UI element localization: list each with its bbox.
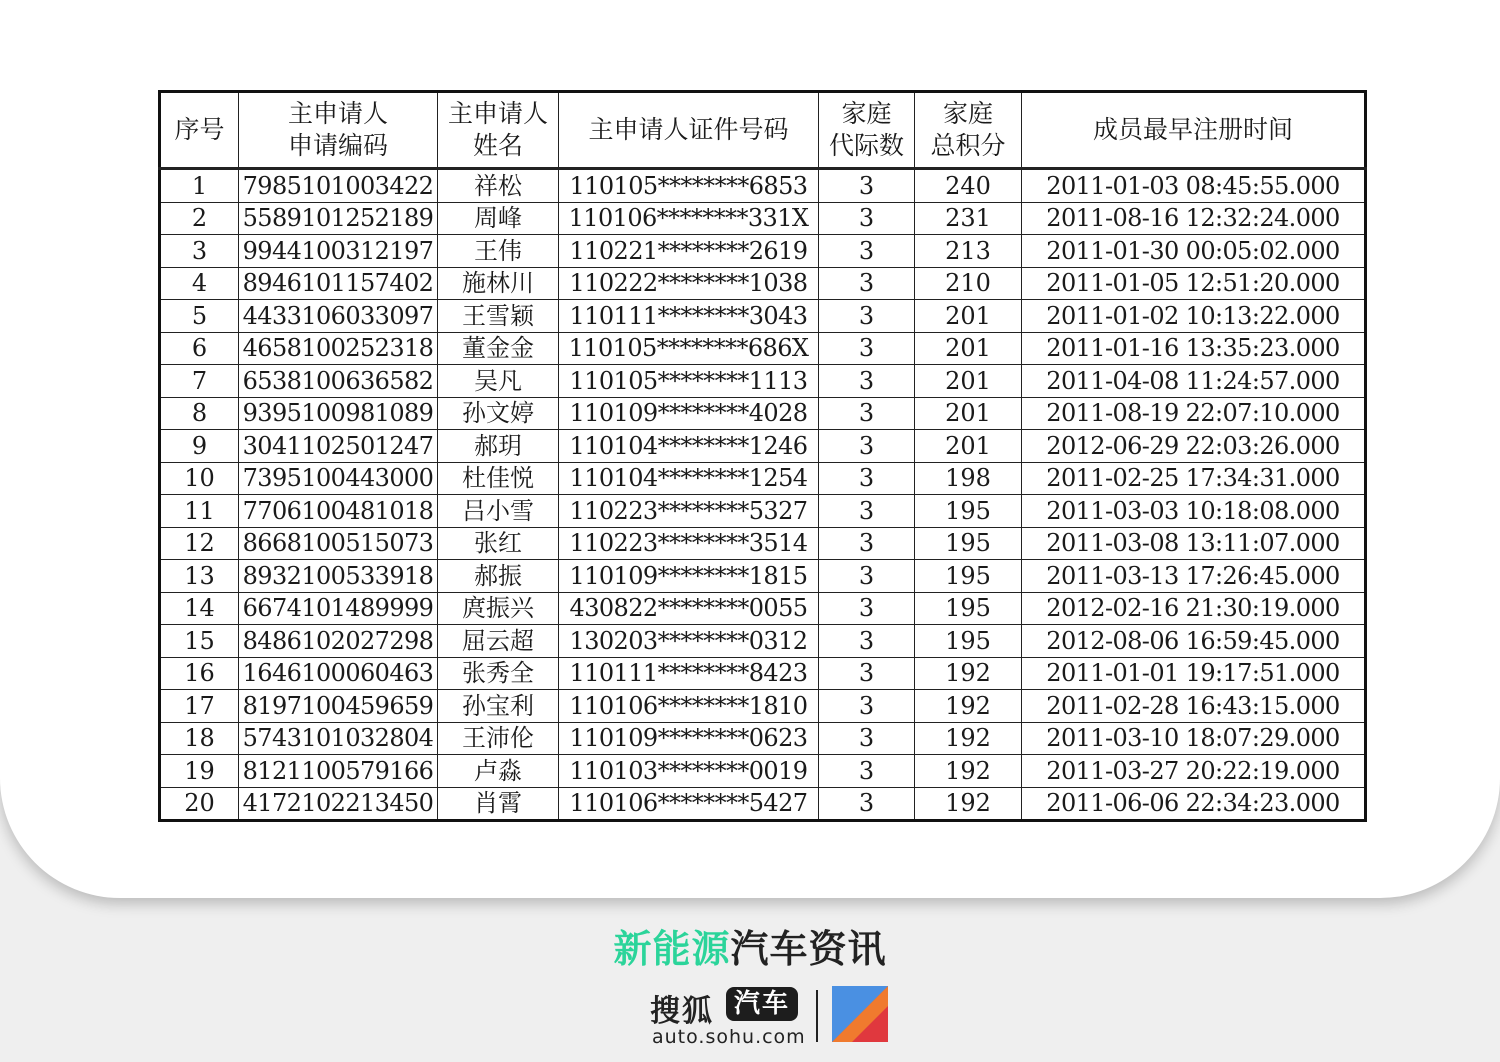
cell-earliest-registration: 2012-02-16 21:30:19.000 xyxy=(1022,592,1366,625)
cell-total-score: 201 xyxy=(915,397,1022,430)
cell-generations: 3 xyxy=(819,560,915,593)
header-earliest-registration: 成员最早注册时间 xyxy=(1022,92,1366,169)
cell-index: 15 xyxy=(160,625,239,658)
cell-id-number: 110106********5427 xyxy=(559,787,819,821)
table-row xyxy=(160,397,1366,430)
table-row xyxy=(160,625,1366,658)
cell-application-code: 6538100636582 xyxy=(239,365,438,398)
table-row xyxy=(160,722,1366,755)
cell-generations: 3 xyxy=(819,527,915,560)
cell-total-score: 213 xyxy=(915,235,1022,268)
cell-applicant-name: 吴凡 xyxy=(438,365,559,398)
cell-index: 3 xyxy=(160,235,239,268)
cell-index: 5 xyxy=(160,300,239,333)
table-row xyxy=(160,592,1366,625)
cell-generations: 3 xyxy=(819,267,915,300)
cell-application-code: 8668100515073 xyxy=(239,527,438,560)
cell-applicant-name: 张红 xyxy=(438,527,559,560)
header-application-code: 主申请人 申请编码 xyxy=(239,92,438,169)
cell-id-number: 110106********331X xyxy=(559,202,819,235)
cell-earliest-registration: 2012-08-06 16:59:45.000 xyxy=(1022,625,1366,658)
cell-total-score: 192 xyxy=(915,787,1022,821)
table-row xyxy=(160,365,1366,398)
cell-generations: 3 xyxy=(819,169,915,203)
cell-index: 9 xyxy=(160,430,239,463)
cell-application-code: 7395100443000 xyxy=(239,462,438,495)
cell-generations: 3 xyxy=(819,657,915,690)
cell-id-number: 110109********1815 xyxy=(559,560,819,593)
cell-id-number: 110105********6853 xyxy=(559,169,819,203)
cell-generations: 3 xyxy=(819,787,915,821)
cell-id-number: 110109********0623 xyxy=(559,722,819,755)
cell-application-code: 8932100533918 xyxy=(239,560,438,593)
cell-application-code: 9395100981089 xyxy=(239,397,438,430)
cell-generations: 3 xyxy=(819,365,915,398)
cell-application-code: 3041102501247 xyxy=(239,430,438,463)
cell-earliest-registration: 2011-03-10 18:07:29.000 xyxy=(1022,722,1366,755)
cell-earliest-registration: 2011-04-08 11:24:57.000 xyxy=(1022,365,1366,398)
cell-id-number: 430822********0055 xyxy=(559,592,819,625)
cell-id-number: 110222********1038 xyxy=(559,267,819,300)
table-row xyxy=(160,267,1366,300)
cell-id-number: 110223********3514 xyxy=(559,527,819,560)
cell-earliest-registration: 2011-01-16 13:35:23.000 xyxy=(1022,332,1366,365)
cell-index: 12 xyxy=(160,527,239,560)
cell-id-number: 110105********1113 xyxy=(559,365,819,398)
cell-id-number: 110103********0019 xyxy=(559,755,819,788)
cell-index: 14 xyxy=(160,592,239,625)
cell-application-code: 8121100579166 xyxy=(239,755,438,788)
footer-title-dark: 汽车资讯 xyxy=(730,927,887,971)
cell-index: 16 xyxy=(160,657,239,690)
header-total-score: 家庭 总积分 xyxy=(915,92,1022,169)
table-row xyxy=(160,202,1366,235)
cell-index: 1 xyxy=(160,169,239,203)
table-row xyxy=(160,495,1366,528)
cell-applicant-name: 肖霄 xyxy=(438,787,559,821)
cell-total-score: 195 xyxy=(915,625,1022,658)
cell-generations: 3 xyxy=(819,495,915,528)
cell-id-number: 110109********4028 xyxy=(559,397,819,430)
cell-application-code: 9944100312197 xyxy=(239,235,438,268)
cell-applicant-name: 王雪颖 xyxy=(438,300,559,333)
cell-index: 10 xyxy=(160,462,239,495)
cell-applicant-name: 施林川 xyxy=(438,267,559,300)
cell-total-score: 210 xyxy=(915,267,1022,300)
brand-name: 搜狐 xyxy=(650,994,714,1029)
cell-earliest-registration: 2011-01-30 00:05:02.000 xyxy=(1022,235,1366,268)
cell-total-score: 198 xyxy=(915,462,1022,495)
cell-total-score: 201 xyxy=(915,332,1022,365)
header-applicant-name: 主申请人 姓名 xyxy=(438,92,559,169)
cell-index: 2 xyxy=(160,202,239,235)
cell-applicant-name: 董金金 xyxy=(438,332,559,365)
table-row xyxy=(160,787,1366,821)
cell-application-code: 5743101032804 xyxy=(239,722,438,755)
cell-applicant-name: 杜佳悦 xyxy=(438,462,559,495)
table-body xyxy=(160,169,1366,821)
header-index: 序号 xyxy=(160,92,239,169)
footer-title-green: 新能源 xyxy=(613,927,731,971)
cell-total-score: 201 xyxy=(915,430,1022,463)
cell-generations: 3 xyxy=(819,625,915,658)
cell-applicant-name: 孙宝利 xyxy=(438,690,559,723)
brand-url: auto.sohu.com xyxy=(652,1026,806,1048)
table-row xyxy=(160,430,1366,463)
cell-earliest-registration: 2011-08-19 22:07:10.000 xyxy=(1022,397,1366,430)
cell-earliest-registration: 2011-08-16 12:32:24.000 xyxy=(1022,202,1366,235)
cell-application-code: 8197100459659 xyxy=(239,690,438,723)
cell-total-score: 201 xyxy=(915,365,1022,398)
header-generations: 家庭 代际数 xyxy=(819,92,915,169)
cell-id-number: 110105********686X xyxy=(559,332,819,365)
cell-generations: 3 xyxy=(819,430,915,463)
cell-earliest-registration: 2011-03-03 10:18:08.000 xyxy=(1022,495,1366,528)
cell-index: 11 xyxy=(160,495,239,528)
cell-applicant-name: 郝振 xyxy=(438,560,559,593)
cell-index: 13 xyxy=(160,560,239,593)
cell-application-code: 8486102027298 xyxy=(239,625,438,658)
cell-application-code: 5589101252189 xyxy=(239,202,438,235)
table-row xyxy=(160,527,1366,560)
cell-total-score: 231 xyxy=(915,202,1022,235)
cell-application-code: 4433106033097 xyxy=(239,300,438,333)
cell-application-code: 8946101157402 xyxy=(239,267,438,300)
cell-applicant-name: 王沛伦 xyxy=(438,722,559,755)
cell-total-score: 195 xyxy=(915,560,1022,593)
cell-total-score: 195 xyxy=(915,495,1022,528)
cell-applicant-name: 屈云超 xyxy=(438,625,559,658)
cell-earliest-registration: 2011-01-01 19:17:51.000 xyxy=(1022,657,1366,690)
cell-total-score: 195 xyxy=(915,592,1022,625)
cell-application-code: 7985101003422 xyxy=(239,169,438,203)
cell-total-score: 192 xyxy=(915,755,1022,788)
cell-applicant-name: 张秀全 xyxy=(438,657,559,690)
table-header-row xyxy=(160,92,1366,169)
cell-id-number: 110111********3043 xyxy=(559,300,819,333)
cell-application-code: 1646100060463 xyxy=(239,657,438,690)
cell-earliest-registration: 2011-06-06 22:34:23.000 xyxy=(1022,787,1366,821)
brand-divider xyxy=(816,990,818,1042)
cell-total-score: 192 xyxy=(915,690,1022,723)
cell-applicant-name: 郝玥 xyxy=(438,430,559,463)
cell-generations: 3 xyxy=(819,755,915,788)
cell-index: 8 xyxy=(160,397,239,430)
cell-id-number: 110104********1246 xyxy=(559,430,819,463)
cell-total-score: 201 xyxy=(915,300,1022,333)
header-id-number: 主申请人证件号码 xyxy=(559,92,819,169)
table-row xyxy=(160,755,1366,788)
cell-earliest-registration: 2012-06-29 22:03:26.000 xyxy=(1022,430,1366,463)
cell-total-score: 192 xyxy=(915,722,1022,755)
cell-earliest-registration: 2011-03-08 13:11:07.000 xyxy=(1022,527,1366,560)
ranking-table xyxy=(158,90,1367,822)
cell-earliest-registration: 2011-03-13 17:26:45.000 xyxy=(1022,560,1366,593)
cell-id-number: 130203********0312 xyxy=(559,625,819,658)
cell-applicant-name: 孙文婷 xyxy=(438,397,559,430)
table-row xyxy=(160,169,1366,203)
cell-generations: 3 xyxy=(819,235,915,268)
cell-generations: 3 xyxy=(819,690,915,723)
cell-index: 18 xyxy=(160,722,239,755)
cell-earliest-registration: 2011-01-02 10:13:22.000 xyxy=(1022,300,1366,333)
cell-generations: 3 xyxy=(819,300,915,333)
cell-total-score: 240 xyxy=(915,169,1022,203)
cell-id-number: 110104********1254 xyxy=(559,462,819,495)
cell-earliest-registration: 2011-01-05 12:51:20.000 xyxy=(1022,267,1366,300)
cell-index: 7 xyxy=(160,365,239,398)
cell-application-code: 7706100481018 xyxy=(239,495,438,528)
cell-applicant-name: 周峰 xyxy=(438,202,559,235)
cell-index: 20 xyxy=(160,787,239,821)
footer-title xyxy=(0,918,1500,973)
cell-total-score: 195 xyxy=(915,527,1022,560)
table-row xyxy=(160,690,1366,723)
cell-applicant-name: 卢淼 xyxy=(438,755,559,788)
cell-earliest-registration: 2011-01-03 08:45:55.000 xyxy=(1022,169,1366,203)
cell-generations: 3 xyxy=(819,592,915,625)
sohu-auto-brand xyxy=(650,984,910,1048)
cell-id-number: 110106********1810 xyxy=(559,690,819,723)
cell-generations: 3 xyxy=(819,462,915,495)
table-row xyxy=(160,332,1366,365)
table-row xyxy=(160,657,1366,690)
cell-application-code: 4658100252318 xyxy=(239,332,438,365)
cell-generations: 3 xyxy=(819,722,915,755)
table-row xyxy=(160,300,1366,333)
cell-id-number: 110223********5327 xyxy=(559,495,819,528)
cell-generations: 3 xyxy=(819,332,915,365)
cell-total-score: 192 xyxy=(915,657,1022,690)
cell-generations: 3 xyxy=(819,202,915,235)
cell-application-code: 6674101489999 xyxy=(239,592,438,625)
cell-index: 19 xyxy=(160,755,239,788)
cell-id-number: 110111********8423 xyxy=(559,657,819,690)
cell-index: 4 xyxy=(160,267,239,300)
cell-id-number: 110221********2619 xyxy=(559,235,819,268)
cell-earliest-registration: 2011-02-28 16:43:15.000 xyxy=(1022,690,1366,723)
cell-applicant-name: 王伟 xyxy=(438,235,559,268)
cell-application-code: 4172102213450 xyxy=(239,787,438,821)
cell-generations: 3 xyxy=(819,397,915,430)
cell-applicant-name: 祥松 xyxy=(438,169,559,203)
table-row xyxy=(160,235,1366,268)
table-row xyxy=(160,560,1366,593)
cell-applicant-name: 吕小雪 xyxy=(438,495,559,528)
cell-index: 17 xyxy=(160,690,239,723)
cell-earliest-registration: 2011-03-27 20:22:19.000 xyxy=(1022,755,1366,788)
cell-applicant-name: 庹振兴 xyxy=(438,592,559,625)
brand-pill: 汽车 xyxy=(726,987,798,1021)
cell-earliest-registration: 2011-02-25 17:34:31.000 xyxy=(1022,462,1366,495)
table-row xyxy=(160,462,1366,495)
sohu-logo-icon xyxy=(832,986,888,1042)
cell-index: 6 xyxy=(160,332,239,365)
